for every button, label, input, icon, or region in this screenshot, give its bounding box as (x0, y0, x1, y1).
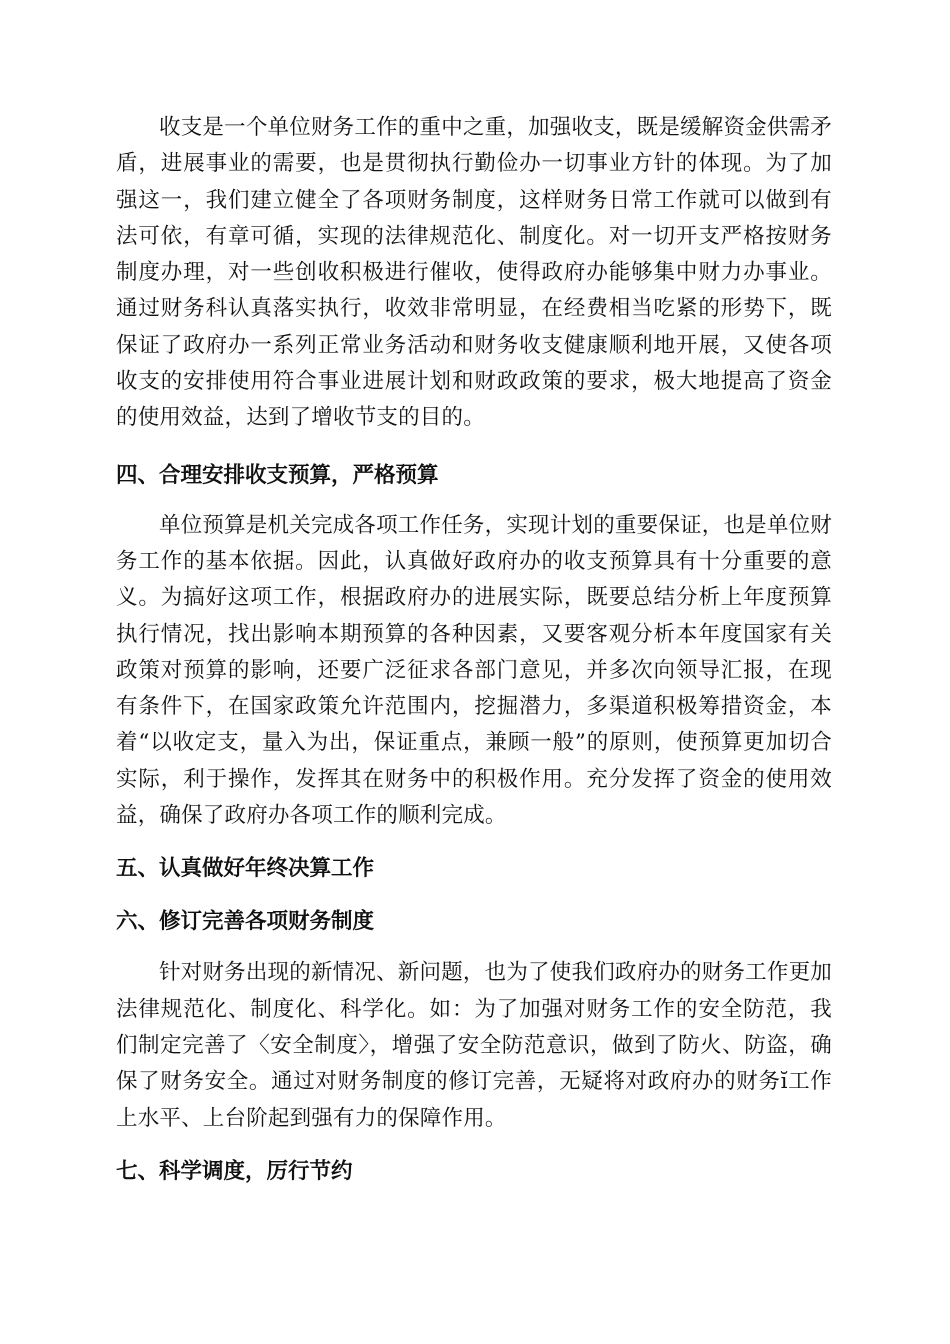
body-paragraph: 针对财务出现的新情况、新问题，也为了使我们政府办的财务工作更加法律规范化、制度化、科学化。如：为了加强对财务工作的安全防范，我们制定完善了〈安全制度〉，增强了安全防范意识，做到了防火、防盗，确保了财务安全。通过对财务制度的修订完善，无疑将对政府办的财务ĭ工作上水平、上台阶起到强有力的保障作用。 (116, 960, 832, 1131)
body-paragraph: 单位预算是机关完成各项工作任务，实现计划的重要保证，也是单位财务工作的基本依据。因此，认真做好政府办的收支预算具有十分重要的意义。为搞好这项工作，根据政府办的进展实际，既要总结分析上年度预算执行情况，找出影响本期预算的各种因素，又要客观分析本年度国家有关政策对预算的影响，还要广泛征求各部门意见，并多次向领导汇报，在现有条件下，在国家政策允许范围内，挖掘潜力，多渠道积极筹措资金，本着“以收定支，量入为出，保证重点，兼顾一般”的原则，使预算更加切合实际，利于操作，发挥其在财务中的积极作用。充分发挥了资金的使用效益，确保了政府办各项工作的顺利完成。 (116, 512, 832, 829)
body-paragraph: 收支是一个单位财务工作的重中之重，加强收支，既是缓解资金供需矛盾，进展事业的需要，也是贯彻执行勤俭办一切事业方针的体现。为了加强这一，我们建立健全了各项财务制度，这样财务日常工作就可以做到有法可依，有章可循，实现的法律规范化、制度化。对一切开支严格按财务制度办理，对一些创收积极进行催收，使得政府办能够集中财力办事业。通过财务科认真落实执行，收效非常明显，在经费相当吃紧的形势下，既保证了政府办一系列正常业务活动和财务收支健康顺利地开展，又使各项收支的安排使用符合事业进展计划和财政政策的要求，极大地提高了资金的使用效益，达到了增收节支的目的。 (116, 115, 832, 431)
section-heading: 五、认真做好年终决算工作 (116, 856, 375, 882)
section-heading: 七、科学调度，厉行节约 (116, 1158, 353, 1184)
section-heading: 四、合理安排收支预算，严格预算 (116, 462, 439, 488)
document-page (116, 110, 832, 1190)
section-heading: 六、修订完善各项财务制度 (116, 909, 375, 935)
